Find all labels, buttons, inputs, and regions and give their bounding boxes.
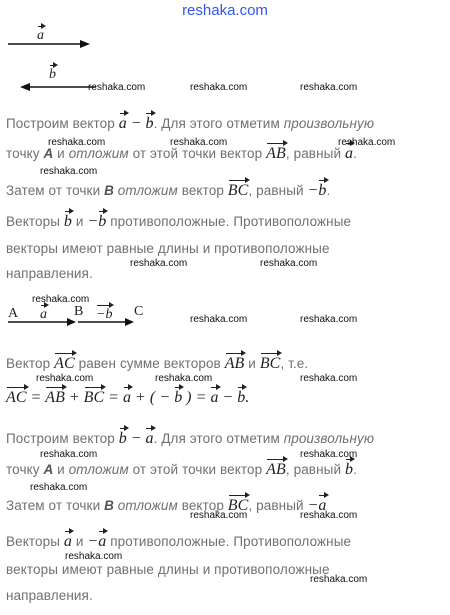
vec-AB: AB xyxy=(45,389,66,406)
p4-line1: Построим вектор b − a. Для этого отметим произвольную xyxy=(6,430,375,447)
vec-BC: BC xyxy=(227,182,249,199)
vector-a-arrow xyxy=(6,36,96,56)
p4-line2: точку A и отложим от этой точки вектор AB, равный b. xyxy=(6,461,357,478)
watermark: reshaka.com xyxy=(300,373,358,384)
vec-b: b xyxy=(237,389,246,406)
p1-line1: Построим вектор a − b. Для этого отметим произвольную xyxy=(6,115,375,132)
p2-line1: Затем от точки B отложим вектор BC, равный −b. xyxy=(6,182,331,199)
fig2-vec-minus-b: −b xyxy=(96,307,113,322)
p1-line2: точку A и отложим от этой точки вектор AB, равный a. xyxy=(6,145,357,162)
p2-line2: Векторы b и −b противоположные. Противоположные xyxy=(6,213,352,230)
point-C-label: C xyxy=(134,304,144,319)
p4-line4: Векторы a и −a противоположные. Противоположные xyxy=(6,533,352,550)
watermark: reshaka.com xyxy=(190,314,248,325)
formula-line: AC = AB + BC = a + ( − b ) = a − b. xyxy=(6,389,250,406)
watermark: reshaka.com xyxy=(190,82,248,93)
vec-b: b xyxy=(98,213,107,230)
watermark: reshaka.com xyxy=(48,137,106,148)
site-title[interactable]: reshaka.com xyxy=(182,2,268,19)
vec-a: a xyxy=(122,389,132,406)
vec-BC: BC xyxy=(227,497,249,514)
watermark: reshaka.com xyxy=(170,137,228,148)
p4-line3: Затем от точки B отложим вектор BC, равный −a xyxy=(6,497,327,514)
watermark: reshaka.com xyxy=(260,258,318,269)
vec-b: b xyxy=(318,182,327,199)
point-A-label: A xyxy=(8,306,19,321)
vec-AB: AB xyxy=(266,145,286,162)
p3-line1: Вектор AC равен сумме векторов AB и BC, т.е. xyxy=(6,355,309,372)
vec-a: a xyxy=(145,430,154,447)
vec-a: a xyxy=(210,389,219,406)
watermark: reshaka.com xyxy=(310,574,368,585)
vec-b: b xyxy=(118,430,127,447)
vec-BC: BC xyxy=(259,355,281,372)
watermark: reshaka.com xyxy=(65,551,123,562)
watermark: reshaka.com xyxy=(88,82,146,93)
watermark: reshaka.com xyxy=(300,314,358,325)
vec-a: a xyxy=(63,533,72,550)
watermark: reshaka.com xyxy=(190,510,248,521)
vec-AC: AC xyxy=(54,355,75,372)
vector-b-label: b xyxy=(49,67,56,82)
watermark: reshaka.com xyxy=(130,258,188,269)
vector-a-label: a xyxy=(37,28,44,43)
watermark: reshaka.com xyxy=(300,510,358,521)
vec-b: b xyxy=(63,213,72,230)
point-B-label: B xyxy=(74,304,84,319)
p4-line6: направления. xyxy=(6,588,93,603)
watermark: reshaka.com xyxy=(40,449,98,460)
watermark: reshaka.com xyxy=(300,449,358,460)
vec-a: a xyxy=(344,145,354,162)
vec-a: a xyxy=(98,533,107,550)
vec-a: a xyxy=(318,497,327,514)
watermark: reshaka.com xyxy=(338,137,396,148)
watermark: reshaka.com xyxy=(32,294,90,305)
vec-AB: AB xyxy=(224,355,245,372)
watermark: reshaka.com xyxy=(300,82,358,93)
p2-line3: векторы имеют равные длины и противоположные xyxy=(6,241,330,256)
vec-a: a xyxy=(118,115,127,132)
p2-line4: направления. xyxy=(6,266,93,281)
vec-b: b xyxy=(344,461,354,478)
vec-AC: AC xyxy=(6,389,27,406)
p4-line5: векторы имеют равные длины и противоположные xyxy=(6,562,330,577)
vec-b: b xyxy=(145,115,154,132)
watermark: reshaka.com xyxy=(30,482,88,493)
watermark: reshaka.com xyxy=(40,166,98,177)
vec-b: b xyxy=(174,389,183,406)
fig2-vec-a: a xyxy=(40,307,47,322)
watermark: reshaka.com xyxy=(155,373,213,384)
vec-AB: AB xyxy=(266,461,286,478)
vec-BC: BC xyxy=(83,389,105,406)
watermark: reshaka.com xyxy=(36,373,94,384)
